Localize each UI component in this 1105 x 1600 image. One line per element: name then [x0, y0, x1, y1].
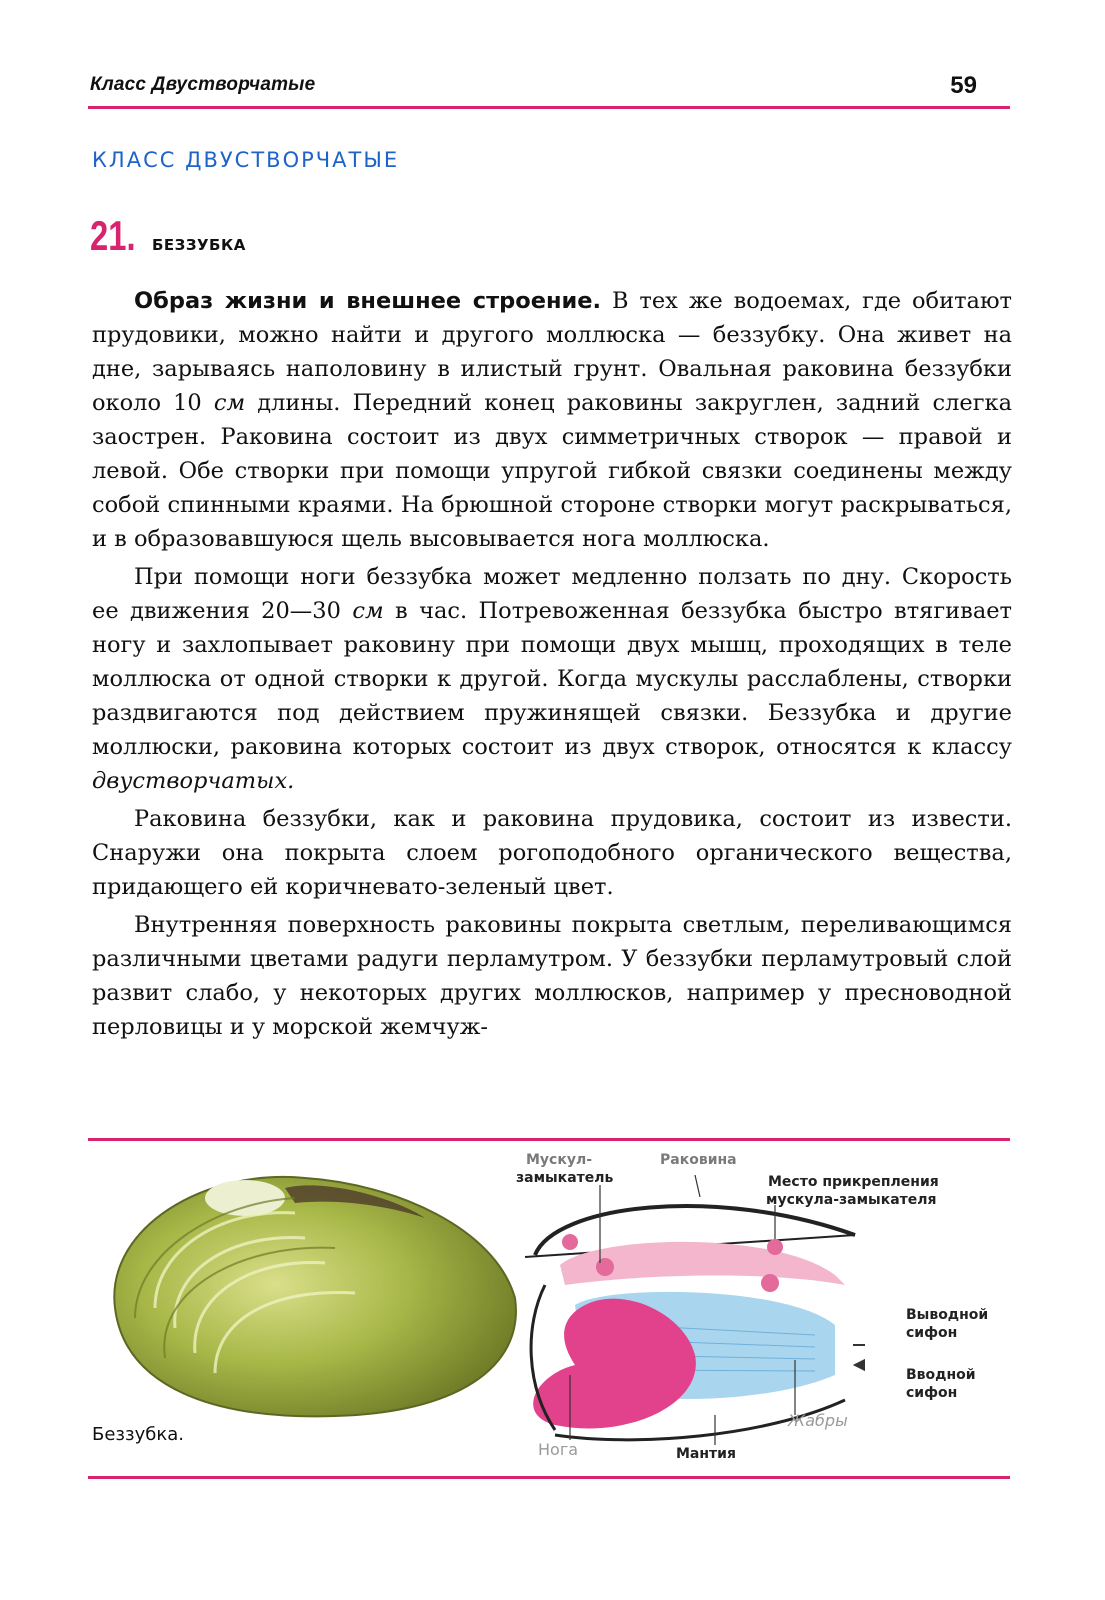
lead-phrase: Образ жизни и внешнее строение. — [134, 288, 602, 314]
label-in-siphon-line2: сифон — [906, 1385, 958, 1401]
text-run: длины. Передний конец раковины закруглен, задний слегка заострен. Раковина состоит из двух симметричных створок — правой и левой. Обе створки при помощи упругой гибкой связки соединены между собой спинными краями. На брюшной стороне створки могут раскрываться, и в образовавшуюся щель высовывается нога моллюска. — [92, 390, 1012, 552]
label-foot: Нога — [538, 1440, 579, 1459]
label-attachment-line1: Место прикрепления — [768, 1174, 939, 1190]
section-title: КЛАСС ДВУСТВОРЧАТЫЕ — [92, 148, 400, 172]
term: двустворчатых. — [92, 768, 295, 794]
label-out-siphon-line2: сифон — [906, 1325, 958, 1341]
label-in-siphon-line1: Вводной — [906, 1367, 976, 1383]
unit: см — [352, 598, 384, 624]
muscle-right — [761, 1274, 779, 1292]
label-gills: Жабры — [788, 1411, 848, 1430]
body-text — [92, 284, 1012, 1048]
text-run: в час. Потревоженная беззубка быстро втягивает ногу и захлопывает раковину при помощи двух мышц, проходящих в теле моллюска от одной створки к другой. Когда мускулы расслаблены, створки раздвигаются под действием пружинящей связки. Беззубка и другие моллюски, раковина которых состоит из двух створок, относятся к классу — [92, 598, 1012, 760]
running-head: Класс Двустворчатые — [90, 74, 316, 95]
paragraph-number: 21. — [90, 212, 136, 259]
body-paragraph-4: Внутренняя поверхность раковины покрыта светлым, переливающимся различными цветами радуги перламутром. У беззубки перламутровый слой развит слабо, у некоторых других моллюсков, например у пресноводной перловицы и у морской жемчуж- — [92, 912, 1012, 1040]
figure-top-rule — [88, 1138, 1010, 1141]
body-paragraph-3: Раковина беззубки, как и раковина прудовика, состоит из извести. Снаружи она покрыта слоем рогоподобного органического вещества, придающего ей коричневато-зеленый цвет. — [92, 806, 1012, 900]
muscle-scar-right — [767, 1239, 783, 1255]
label-muscle-line2: замыкатель — [516, 1170, 614, 1186]
figure-bottom-rule — [88, 1476, 1010, 1479]
label-shell: Раковина — [660, 1152, 737, 1168]
figure-caption: Беззубка. — [92, 1424, 184, 1445]
label-muscle-line1: Мускул- — [526, 1152, 593, 1168]
label-out-siphon-line1: Выводной — [906, 1307, 989, 1323]
unit: см — [213, 390, 246, 416]
muscle-scar-left — [562, 1234, 578, 1250]
page-number: 59 — [950, 72, 977, 99]
body-paragraph-2 — [92, 560, 1012, 798]
shell-illustration — [95, 1158, 535, 1423]
label-mantle: Мантия — [676, 1446, 736, 1462]
muscle-left — [596, 1258, 614, 1276]
label-attachment-line2: мускула-замыкателя — [766, 1192, 937, 1208]
header-rule — [88, 106, 1010, 109]
body-paragraph-1 — [92, 284, 1012, 556]
text-run: При помощи ноги беззубка может медленно ползать по дну. Скорость ее движения 20—30 — [92, 564, 1012, 624]
paragraph-title: БЕЗЗУБКА — [152, 236, 246, 254]
text-run: В тех же водоемах, где обитают прудовики, можно найти и другого моллюска — беззубку. Она живет на дне, зарываясь наполовину в илистый грунт. Овальная раковина беззубки около 10 — [92, 288, 1012, 416]
